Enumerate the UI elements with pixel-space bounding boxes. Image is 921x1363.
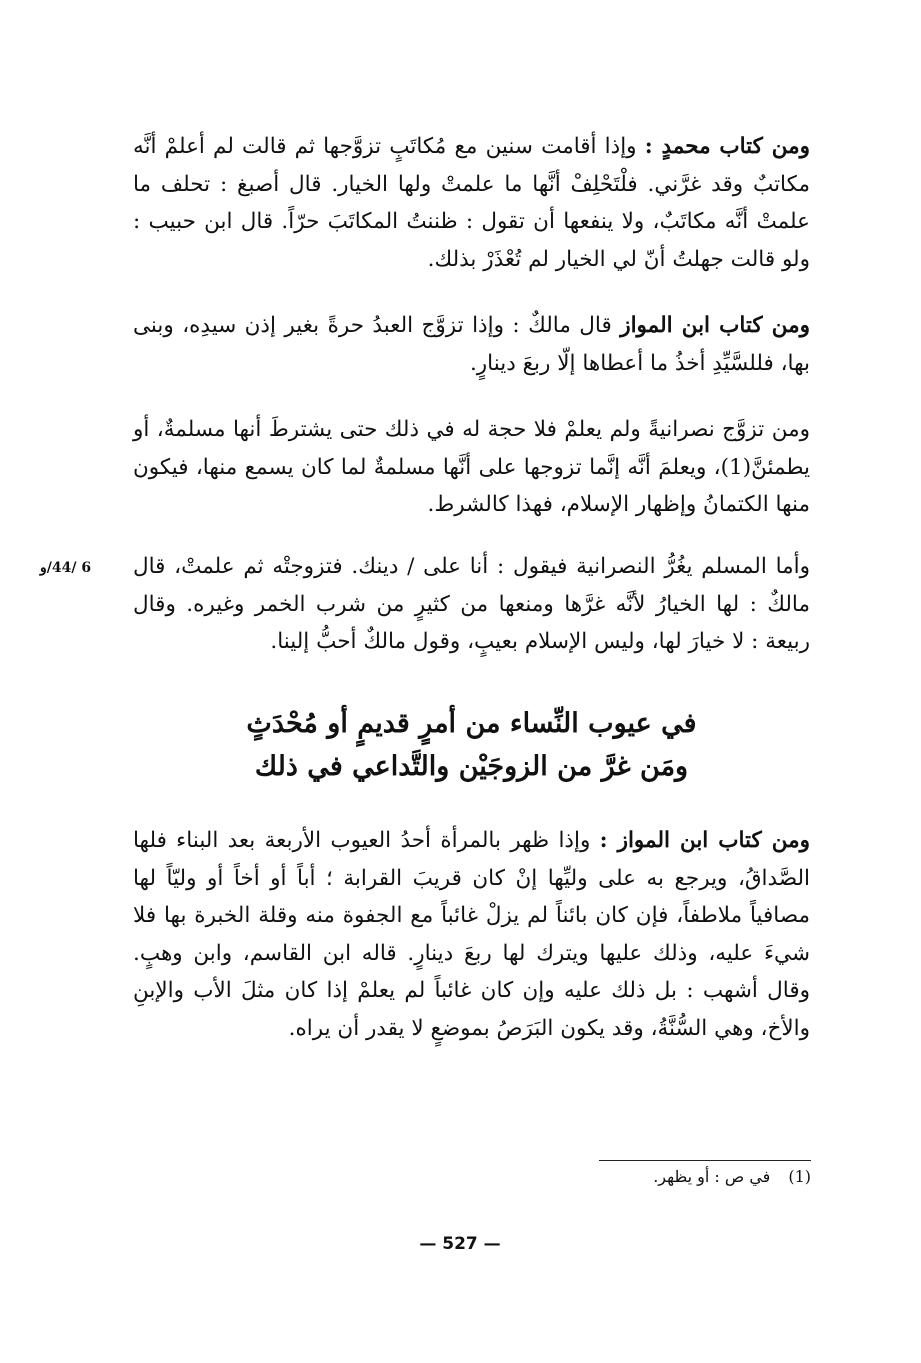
paragraph-text: وأما المسلم يغُرُّ النصرانية فيقول : أنا على / دينك. فتزوجتْه ثم علمتْ، قال مالكٌ : لها الخيارُ لأنَّه غرَّها ومنعها من كثيرٍ من شرب الخمر وغيره. وقال ربيعة : لا خيارَ لها، وليس الإسلام بعيبٍ، وقول مالكٌ أحبُّ إلينا. [133,554,810,654]
section-heading-line2: ومَن غرَّ من الزوجَيْن والتَّداعي في ذلك [254,751,689,782]
margin-folio-note: 6 /44/و [40,560,92,576]
paragraph-lead: ومن كتاب محمدٍ : [644,134,810,159]
footnote-divider [599,1160,811,1161]
paragraph [133,822,810,1047]
footnote-text: في ص : أو يظهر. [653,1167,771,1186]
paragraph [133,411,810,524]
paragraph-text: وإذا ظهر بالمرأة أحدُ العيوب الأربعة بعد البناء فلها الصَّداقُ، ويرجع به على وليِّها إنْ كان قريبَ القرابة ؛ أباً أو أخاً أو وليّاً لها مصافياً ملاطفاً، فإن كان بائناً لم يزلْ غائباً مع الجفوة منه وقلة الخبرة بها فلا شيءَ عليه، وذلك عليها ويترك لها ربعَ دينارٍ. قاله ابن القاسم، وابن وهبٍ. وقال أشهب : بل ذلك عليه وإن كان غائباً لم يعلمْ إذا كان مثلَ الأب والإبنِ والأخ، وهي السُّنَّةُ، وقد يكون البَرَصُ بموضعٍ لا يقدر أن يراه. [133,828,810,1041]
footnote-number: (1) [788,1167,811,1186]
paragraph [133,307,810,382]
paragraph-text: ومن تزوَّج نصرانيةً ولم يعلمْ فلا حجة له في ذلك حتى يشترطَ أنها مسلمةٌ، أو يطمئنَّ(1)، ويعلمَ أنَّه إنَّما تزوجها على أنَّها مسلمةٌ لما كان يسمع منها، فيكون منها الكتمانُ وإظهار الإسلام، فهذا كالشرط. [133,417,810,517]
section-heading-line1: في عيوب النِّساء من أمرٍ قديمٍ أو مُحْدَثٍ [246,708,697,739]
page-number: — 527 — [419,1234,501,1254]
paragraph-lead: ومن كتاب ابن المواز [620,313,810,338]
paragraph-text: وإذا أقامت سنين مع مُكاتَبٍ تزوَّجها ثم قالت لم أعلمْ أنَّه مكاتبٌ وقد غرَّني. فلْتَحْلِفْ أنَّها ما علمتْ ولها الخيار. قال أصبغ : تحلف ما علمتْ أنَّه مكاتَبٌ، ولا ينفعها أن تقول : ظننتُ المكاتَبَ حرّاً. قال ابن حبيب : ولو قالت جهلتُ أنّ لي الخيار لم تُعْذَرْ بذلك. [133,134,810,272]
footnote [560,1164,811,1190]
paragraph-text: قال مالكٌ : وإذا تزوَّج العبدُ حرةً بغير إذن سيدِه، وبنى بها، فللسَّيِّدِ أخذُ ما أعطاها إلّا ربعَ دينارٍ. [133,313,810,376]
paragraph [133,548,810,661]
paragraph-lead: ومن كتاب ابن المواز : [599,828,810,853]
paragraph [133,128,810,278]
